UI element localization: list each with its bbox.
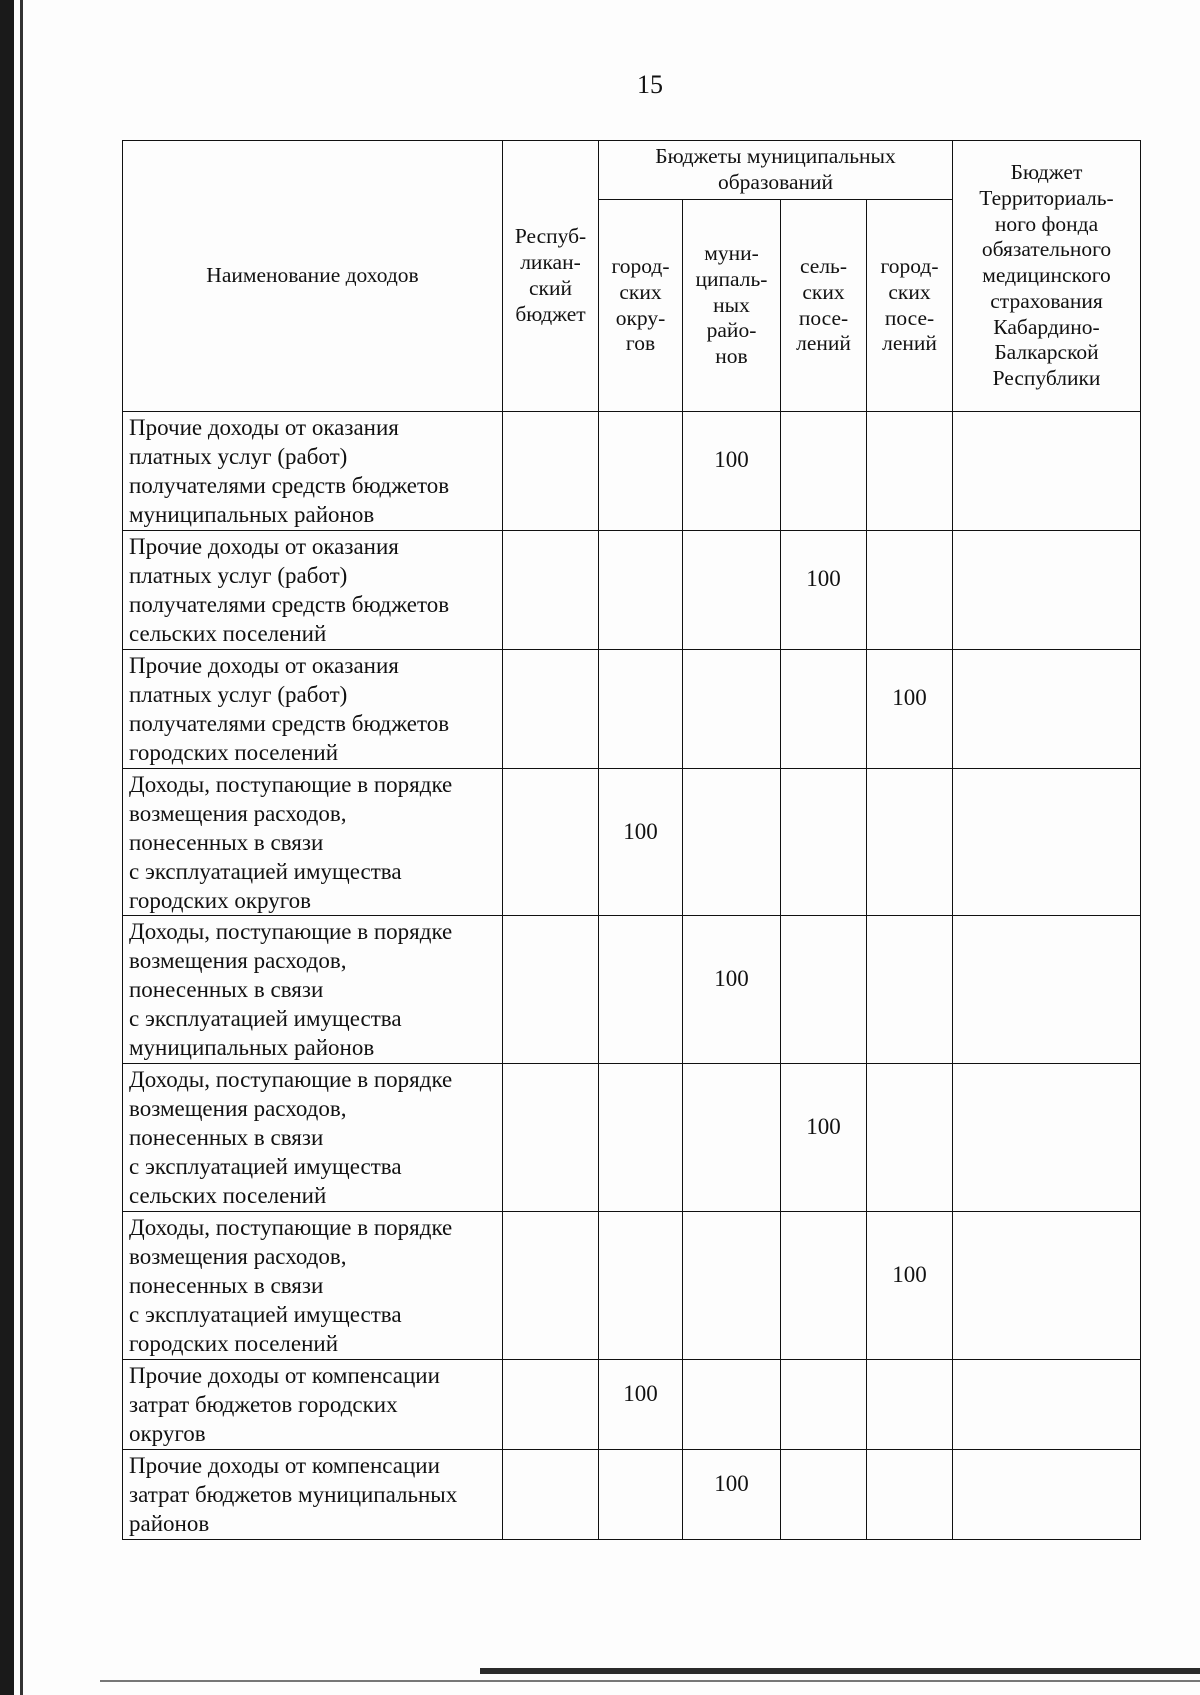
value-cell-municipal-districts — [683, 530, 781, 649]
value-cell-city-districts — [599, 1449, 683, 1539]
revenue-name-cell: Доходы, поступающие в порядке возмещения расходов, понесенных в связи с эксплуатацией имущества городских поселений — [123, 1212, 503, 1360]
header-rural-settlements-text: сель- ских посе- лений — [796, 253, 851, 356]
value-cell-rural-settlements — [781, 768, 867, 916]
value-cell-urban-settlements: 100 — [867, 1212, 953, 1360]
value-cell-municipal-districts: 100 — [683, 412, 781, 531]
value-cell-tfoms — [953, 1449, 1141, 1539]
value-cell-republic — [503, 649, 599, 768]
header-republic-budget-text: Респуб- ликан- ский бюджет — [514, 224, 587, 326]
value-cell-city-districts: 100 — [599, 768, 683, 916]
value-cell-city-districts — [599, 530, 683, 649]
value-cell-tfoms — [953, 1064, 1141, 1212]
value-cell-urban-settlements — [867, 412, 953, 531]
table-row — [123, 412, 1141, 531]
value-cell-rural-settlements — [781, 1212, 867, 1360]
table-body — [123, 412, 1141, 1540]
value-cell-tfoms — [953, 916, 1141, 1064]
header-municipal-districts — [683, 200, 781, 412]
header-urban-settlements-text: город- ских посе- лений — [880, 253, 939, 356]
header-city-districts — [599, 200, 683, 412]
value-cell-rural-settlements — [781, 1360, 867, 1450]
value-cell-tfoms — [953, 1360, 1141, 1450]
header-rural-settlements — [781, 200, 867, 412]
header-republic-budget — [503, 141, 599, 412]
value-cell-urban-settlements — [867, 1449, 953, 1539]
value-cell-urban-settlements — [867, 916, 953, 1064]
value-cell-rural-settlements — [781, 649, 867, 768]
table-row — [123, 1064, 1141, 1212]
value-cell-urban-settlements: 100 — [867, 649, 953, 768]
revenue-name-cell: Прочие доходы от компенсации затрат бюджетов муниципальных районов — [123, 1449, 503, 1539]
scan-edge-left-line — [20, 0, 23, 1695]
value-cell-city-districts — [599, 1212, 683, 1360]
value-cell-city-districts: 100 — [599, 1360, 683, 1450]
value-cell-municipal-districts — [683, 768, 781, 916]
value-cell-tfoms — [953, 530, 1141, 649]
value-cell-republic — [503, 412, 599, 531]
header-municipal-districts-text: муни- ципаль- ных райо- нов — [695, 241, 768, 369]
header-revenue-name — [123, 141, 503, 412]
revenue-name-cell: Прочие доходы от оказания платных услуг (работ) получателями средств бюджетов сельских поселений — [123, 530, 503, 649]
table-row — [123, 1449, 1141, 1539]
value-cell-municipal-districts — [683, 649, 781, 768]
value-cell-rural-settlements — [781, 916, 867, 1064]
value-cell-republic — [503, 1064, 599, 1212]
value-cell-municipal-districts — [683, 1064, 781, 1212]
value-cell-urban-settlements — [867, 530, 953, 649]
value-cell-city-districts — [599, 649, 683, 768]
value-cell-city-districts — [599, 916, 683, 1064]
table-row — [123, 916, 1141, 1064]
header-municipal-budgets — [599, 141, 953, 200]
value-cell-urban-settlements — [867, 1360, 953, 1450]
value-cell-municipal-districts — [683, 1360, 781, 1450]
value-cell-municipal-districts: 100 — [683, 916, 781, 1064]
revenue-name-cell: Прочие доходы от компенсации затрат бюджетов городских округов — [123, 1360, 503, 1450]
revenue-distribution-table — [122, 140, 1141, 1540]
header-revenue-name-text: Наименование доходов — [206, 263, 419, 288]
revenue-name-cell: Прочие доходы от оказания платных услуг (работ) получателями средств бюджетов муниципальных районов — [123, 412, 503, 531]
value-cell-tfoms — [953, 768, 1141, 916]
value-cell-urban-settlements — [867, 1064, 953, 1212]
header-tfoms-budget-text: Бюджет Территориаль- ного фонда обязательного медицинского страхования Кабардино- Балкарской Республики — [979, 159, 1114, 391]
value-cell-republic — [503, 916, 599, 1064]
value-cell-republic — [503, 1360, 599, 1450]
value-cell-municipal-districts: 100 — [683, 1449, 781, 1539]
value-cell-municipal-districts — [683, 1212, 781, 1360]
value-cell-city-districts — [599, 1064, 683, 1212]
value-cell-city-districts — [599, 412, 683, 531]
table-row — [123, 1360, 1141, 1450]
value-cell-tfoms — [953, 412, 1141, 531]
header-tfoms-budget — [953, 141, 1141, 412]
revenue-name-cell: Прочие доходы от оказания платных услуг (работ) получателями средств бюджетов городских поселений — [123, 649, 503, 768]
value-cell-republic — [503, 1449, 599, 1539]
table-row — [123, 649, 1141, 768]
value-cell-rural-settlements: 100 — [781, 530, 867, 649]
scan-edge-bottom-line — [100, 1680, 1200, 1682]
header-city-districts-text: город- ских окру- гов — [611, 253, 670, 356]
value-cell-rural-settlements — [781, 1449, 867, 1539]
value-cell-republic — [503, 1212, 599, 1360]
scan-edge-left — [0, 0, 14, 1695]
page-number: 15 — [637, 70, 663, 99]
table-header — [123, 141, 1141, 412]
scan-edge-bottom — [480, 1668, 1200, 1674]
value-cell-tfoms — [953, 1212, 1141, 1360]
value-cell-urban-settlements — [867, 768, 953, 916]
revenue-name-cell: Доходы, поступающие в порядке возмещения расходов, понесенных в связи с эксплуатацией имущества муниципальных районов — [123, 916, 503, 1064]
header-urban-settlements — [867, 200, 953, 412]
value-cell-republic — [503, 530, 599, 649]
value-cell-tfoms — [953, 649, 1141, 768]
header-municipal-budgets-text: Бюджеты муниципальных образований — [655, 144, 896, 194]
value-cell-republic — [503, 768, 599, 916]
value-cell-rural-settlements: 100 — [781, 1064, 867, 1212]
table-row — [123, 530, 1141, 649]
table-row — [123, 1212, 1141, 1360]
revenue-name-cell: Доходы, поступающие в порядке возмещения расходов, понесенных в связи с эксплуатацией имущества сельских поселений — [123, 1064, 503, 1212]
revenue-name-cell: Доходы, поступающие в порядке возмещения расходов, понесенных в связи с эксплуатацией имущества городских округов — [123, 768, 503, 916]
value-cell-rural-settlements — [781, 412, 867, 531]
table-row — [123, 768, 1141, 916]
